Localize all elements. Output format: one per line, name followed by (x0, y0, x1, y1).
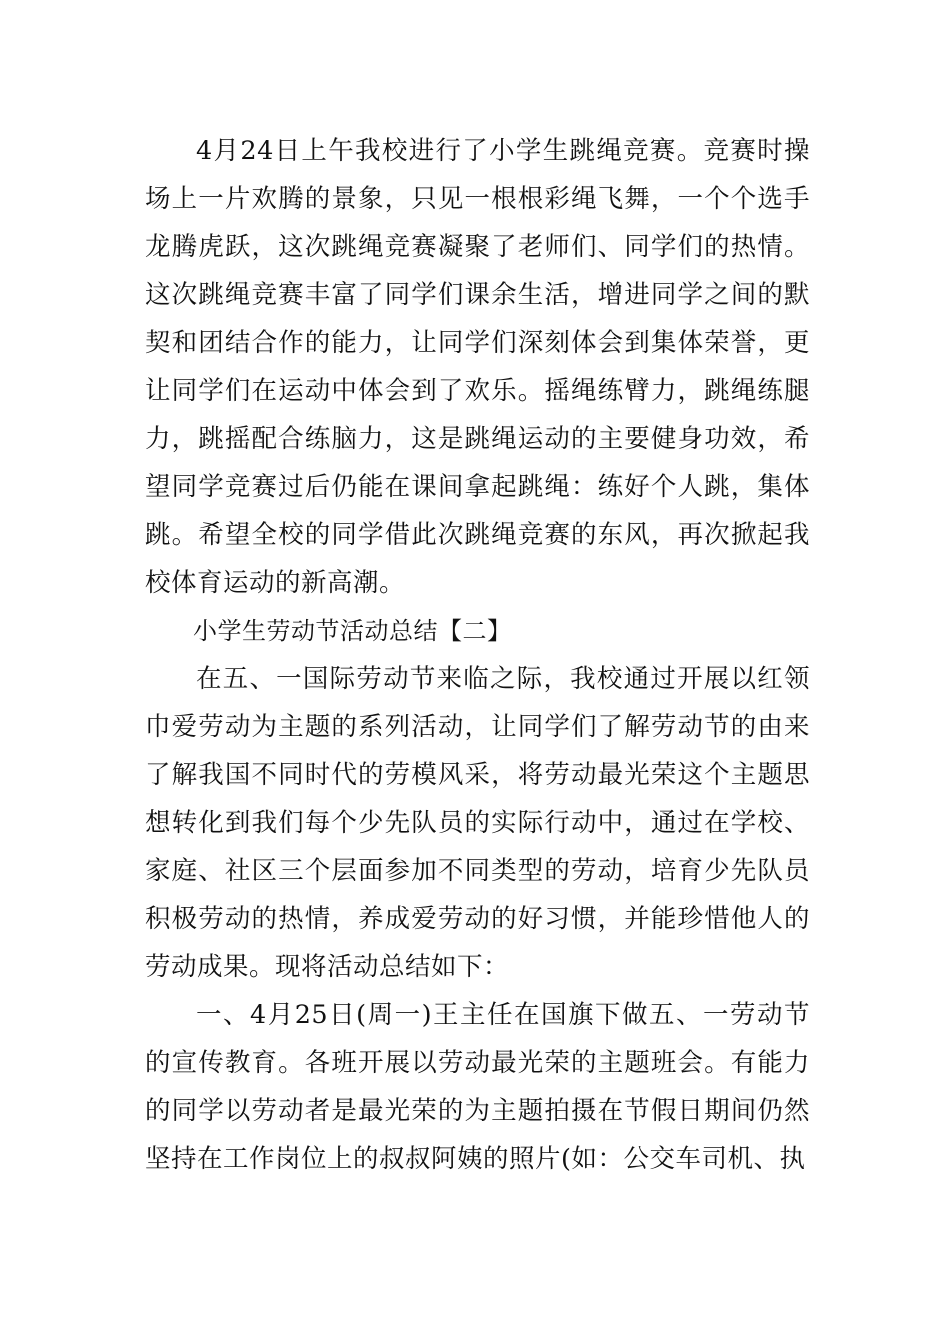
document-page (145, 127, 810, 1183)
paragraph-labor-day-intro: 在五、一国际劳动节来临之际，我校通过开展以红领巾爱劳动为主题的系列活动，让同学们了解劳动节的由来了解我国不同时代的劳模风采，将劳动最光荣这个主题思想转化到我们每个少先队员的实际行动中，通过在学校、家庭、社区三个层面参加不同类型的劳动，培育少先队员积极劳动的热情，养成爱劳动的好习惯，并能珍惜他人的劳动成果。现将活动总结如下： (145, 664, 810, 982)
section-heading: 小学生劳动节活动总结【二】 (193, 617, 512, 645)
paragraph-item-one: 一、4月25日(周一)王主任在国旗下做五、一劳动节的宣传教育。各班开展以劳动最光荣的主题班会。有能力的同学以劳动者是最光荣的为主题拍摄在节假日期间仍然坚持在工作岗位上的叔叔阿姨的照片(如：公交车司机、执 (145, 1000, 810, 1174)
paragraph-jump-rope-contest: 4月24日上午我校进行了小学生跳绳竞赛。竞赛时操场上一片欢腾的景象，只见一根根彩绳飞舞，一个个选手龙腾虎跃，这次跳绳竞赛凝聚了老师们、同学们的热情。这次跳绳竞赛丰富了同学们课余生活，增进同学之间的默契和团结合作的能力，让同学们深刻体会到集体荣誉，更让同学们在运动中体会到了欢乐。摇绳练臂力，跳绳练腿力，跳摇配合练脑力，这是跳绳运动的主要健身功效，希望同学竞赛过后仍能在课间拿起跳绳：练好个人跳，集体跳。希望全校的同学借此次跳绳竞赛的东风，再次掀起我校体育运动的新高潮。 (145, 136, 810, 598)
